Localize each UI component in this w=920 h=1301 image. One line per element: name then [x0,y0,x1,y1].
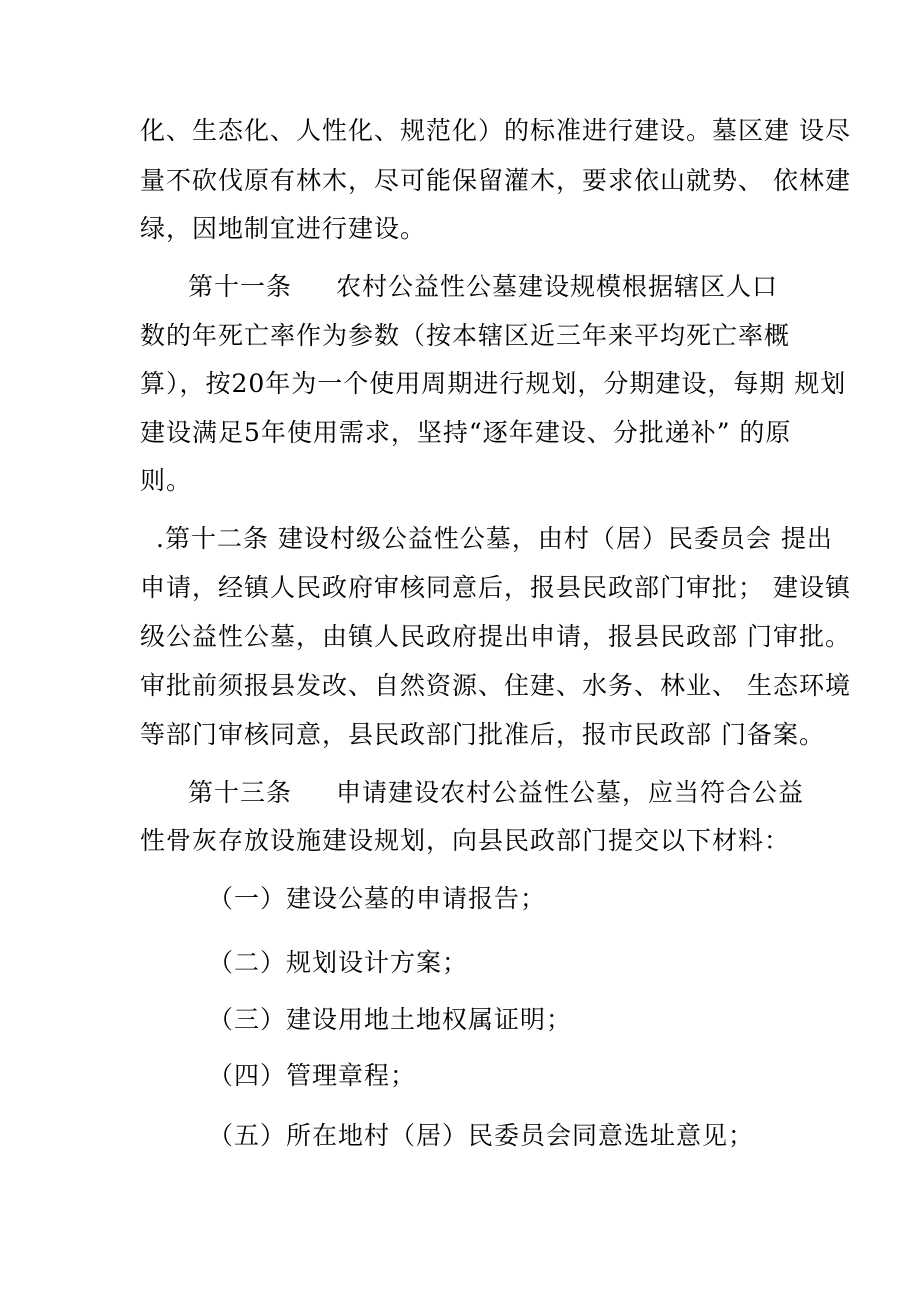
article-11-line-2: 数的年死亡率作为参数（按本辖区近三年来平均死亡率概 [140,321,791,350]
article-12-line-4: 审批前须报县发改、自然资源、住建、水务、林业、 生态环境 [140,671,851,700]
list-item-2: （二）规划设计方案； [208,948,469,977]
para1-line-2: 量不砍伐原有林木，尽可能保留灌木，要求依山就势、 依林建 [140,166,851,195]
article-11-first-line [188,272,778,302]
article-11-line-3: 算），按20年为一个使用周期进行规划，分期建设，每期 规划 [140,369,847,398]
article-13-first-text: 申请建设农村公益性公墓，应当符合公益 [336,778,805,807]
list-item-1: （一）建设公墓的申请报告； [208,884,547,913]
article-12-first-line: .第十二条 建设村级公益性公墓，由村（居）民委员会 提出 [156,524,833,553]
list-item-5: （五）所在地村（居）民委员会同意选址意见； [208,1121,755,1150]
article-13-first-line [188,778,804,808]
article-12-line-3: 级公益性公墓，由镇人民政府提出申请，报县民政部 门审批。 [140,622,851,651]
article-11-line-5: 则。 [140,466,193,495]
para1-line-1: 化、生态化、人性化、规范化）的标准进行建设。墓区建 设尽 [140,116,851,145]
article-12-line-2: 申请，经镇人民政府审核同意后，报县民政部门审批； 建设镇 [140,573,851,602]
article-12-line-5: 等部门审核同意，县民政部门批准后，报市民政部 门备案。 [140,720,825,749]
para1-line-3: 绿，因地制宜进行建设。 [140,214,427,243]
list-item-4: （四）管理章程； [208,1061,417,1090]
article-11-line-4: 建设满足5年使用需求，坚持“逐年建设、分批递补” 的原 [140,418,792,447]
article-11-first-text: 农村公益性公墓建设规模根据辖区人口 [336,272,779,301]
article-11-label: 第十一条 [188,272,293,301]
article-13-line-2: 性骨灰存放设施建设规划，向县民政部门提交以下材料： [140,826,791,855]
list-item-3: （三）建设用地土地权属证明； [208,1005,573,1034]
article-13-label: 第十三条 [188,778,293,807]
